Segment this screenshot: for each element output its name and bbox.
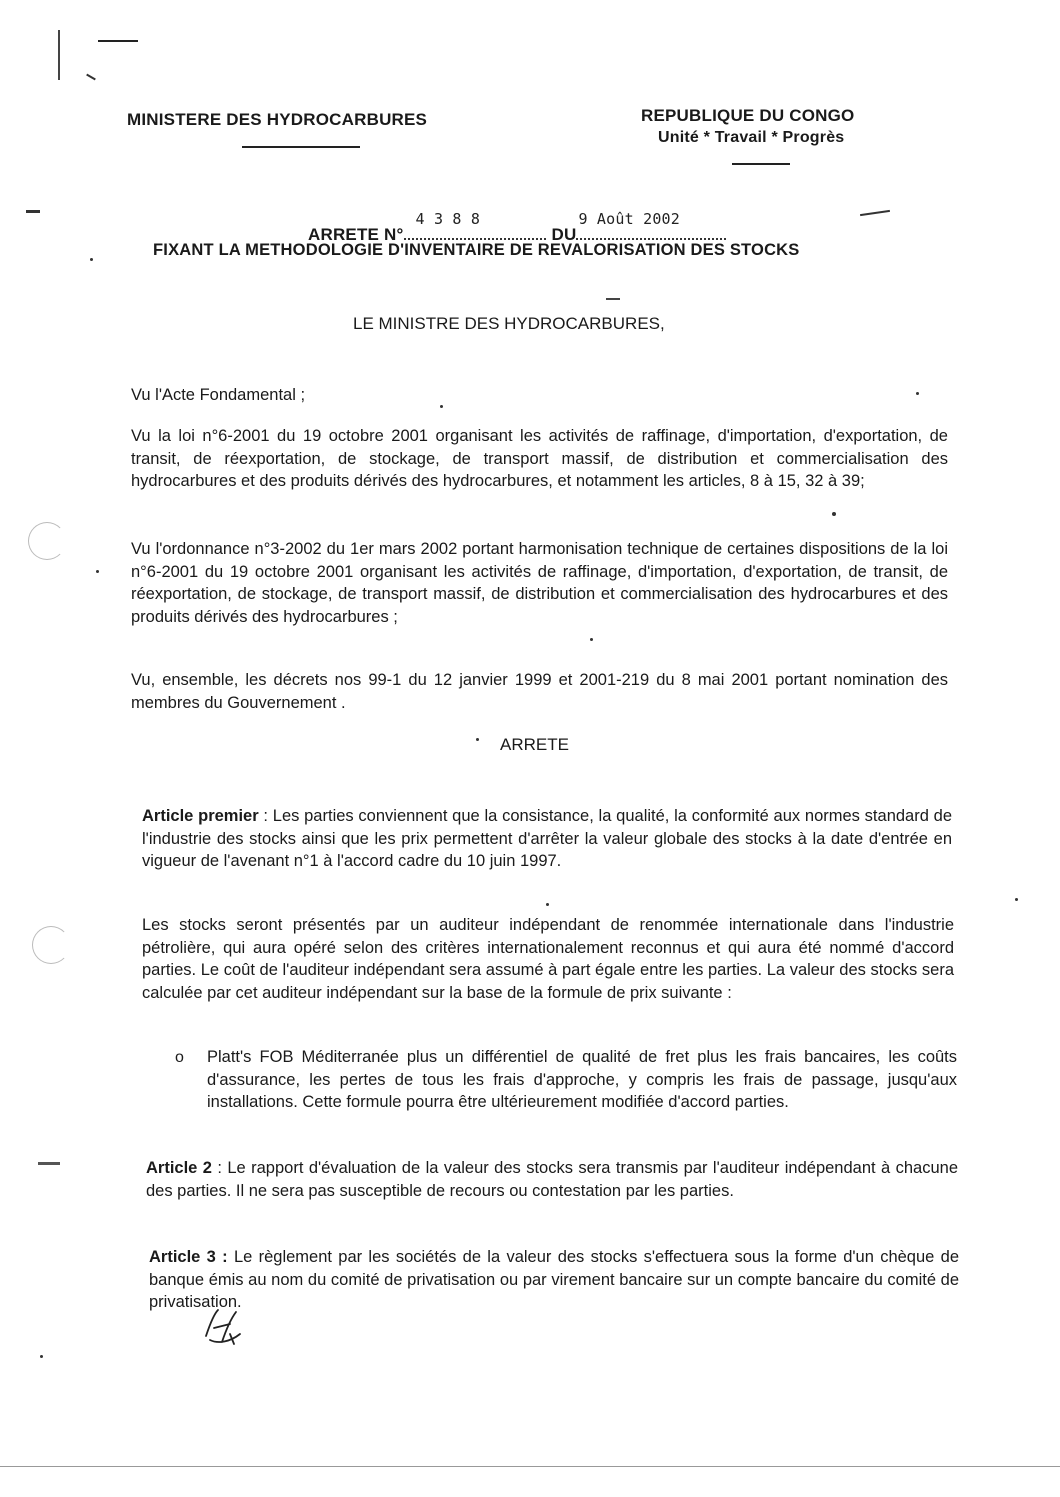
article-1-label: Article premier: [142, 807, 259, 825]
arrete-heading: ARRETE: [500, 735, 569, 754]
republic-motto: Unité * Travail * Progrès: [658, 129, 845, 146]
republic-underline: [732, 163, 790, 165]
republic-name: REPUBLIQUE DU CONGO: [641, 106, 855, 125]
decree-title: FIXANT LA METHODOLOGIE D'INVENTAIRE DE REVALORISATION DES STOCKS: [153, 241, 800, 259]
article-3-label: Article 3 :: [149, 1248, 228, 1266]
punch-hole-1: [28, 522, 66, 560]
scan-mark-left-top: [58, 30, 60, 80]
minister-line: LE MINISTRE DES HYDROCARBURES,: [353, 314, 665, 333]
decree-prefix: ARRETE N°: [308, 225, 404, 244]
article-2-text: : Le rapport d'évaluation de la valeur des stocks sera transmis par l'auditeur indépendant à chacune des parties. Il ne sera pas susceptible de recours ou contestation par les parties.: [146, 1159, 958, 1200]
scan-mark-top: [98, 40, 138, 42]
article-1-paragraph-2: Les stocks seront présentés par un auditeur indépendant de renommée internationale dans l'industrie pétrolière, qui aura opéré selon des critères internationalement reconnus et qui aura été nommé d'accord parties. Le coût de l'auditeur indépendant sera assumé à part égale entre les parties. La valeur des stocks sera calculée par cet auditeur indépendant sur la base de la formule de prix suivante :: [142, 916, 954, 1002]
punch-hole-2: [32, 926, 70, 964]
scan-mark-left-4: [38, 1162, 60, 1165]
consideration-loi: Vu la loi n°6-2001 du 19 octobre 2001 organisant les activités de raffinage, d'importation, d'exportation, de transit, de réexportation, de stockage, de transport massif, de distribution et commercialisation des hydrocarbures et des produits dérivés des hydrocarbures, et notamment les articles, 8 à 15, 32 à 39;: [131, 427, 948, 490]
scan-mark-left-3: [26, 210, 40, 213]
bottom-edge-line: [0, 1466, 1060, 1467]
decree-number: 4 3 8 8: [415, 210, 481, 228]
consideration-decrets: Vu, ensemble, les décrets nos 99-1 du 12 janvier 1999 et 2001-219 du 8 mai 2001 portant nomination des membres du Gouvernement .: [131, 671, 948, 712]
article-3-text: Le règlement par les sociétés de la valeur des stocks s'effectuera sous la forme d'un chèque de banque émis au nom du comité de privatisation ou par virement bancaire sur un compte bancaire du comité de privatisation.: [149, 1248, 959, 1311]
ministry-name: MINISTERE DES HYDROCARBURES: [127, 110, 428, 129]
small-divider: [606, 298, 620, 300]
bullet-marker: o: [175, 1049, 184, 1066]
decree-du: DU: [551, 225, 577, 244]
decree-date: 9 Août 2002: [578, 210, 681, 228]
consideration-ordonnance: Vu l'ordonnance n°3-2002 du 1er mars 2002 portant harmonisation technique de certaines dispositions de la loi n°6-2001 du 19 octobre 2001 organisant les activités de raffinage, d'importation, d'exportation, de transit, de réexportation, de stockage, de transport massif, de distribution et commercialisation des hydrocarbures et des produits dérivés des hydrocarbures ;: [131, 540, 948, 626]
handwritten-initials: [200, 1306, 248, 1348]
article-3: [149, 1246, 959, 1314]
ministry-underline: [242, 146, 360, 148]
scan-mark-left-2: [86, 74, 96, 81]
article-2: [146, 1157, 958, 1202]
bullet-price-formula: Platt's FOB Méditerranée plus un différentiel de qualité de fret plus les frais bancaires, les coûts d'assurance, les pertes de tous les frais d'approche, y compris les frais de passage, jusqu'aux installations. Cette formule pourra être ultérieurement modifiée d'accord parties.: [207, 1048, 957, 1111]
article-1-text: : Les parties conviennent que la consistance, la qualité, la conformité aux normes standard de l'industrie des stocks ainsi que les prix permettent d'arrêter la valeur globale des stocks à la date d'entrée en vigueur de l'avenant n°1 à l'accord cadre du 10 juin 1997.: [142, 807, 953, 870]
handwritten-mark: [860, 210, 890, 216]
article-2-label: Article 2: [146, 1159, 212, 1177]
consideration-acte: Vu l'Acte Fondamental ;: [131, 386, 306, 404]
article-1: [142, 805, 952, 873]
